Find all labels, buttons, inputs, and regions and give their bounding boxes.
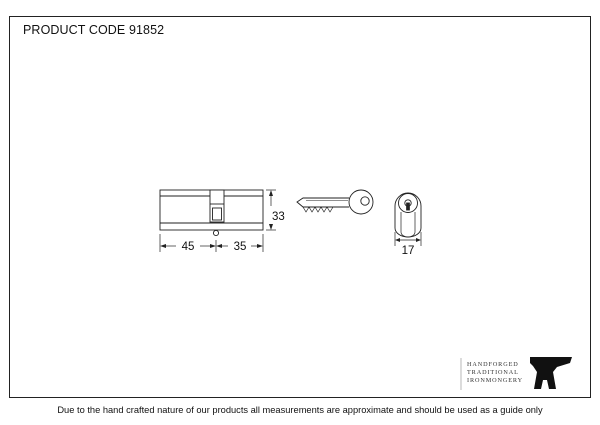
dimension-label-17: 17: [401, 245, 415, 257]
brand-line-3: IRONMONGERY: [467, 377, 523, 385]
cylinder-end-view: [395, 193, 421, 237]
product-code: PRODUCT CODE 91852: [23, 23, 165, 37]
anvil-logo-icon: [530, 357, 572, 389]
disclaimer-text: Due to the hand crafted nature of our products all measurements are approximate and should be used as a guide only: [57, 405, 543, 415]
dimension-label-33: 33: [272, 211, 285, 223]
brand-line-1: HANDFORGED: [467, 361, 519, 368]
cylinder-side-view: [160, 190, 263, 236]
brand-wordmark: [467, 361, 523, 386]
dimension-label-45: 45: [181, 241, 195, 253]
brand-line-2: TRADITIONAL: [467, 369, 519, 377]
key-drawing: [297, 190, 373, 214]
dimension-label-35: 35: [233, 241, 247, 253]
